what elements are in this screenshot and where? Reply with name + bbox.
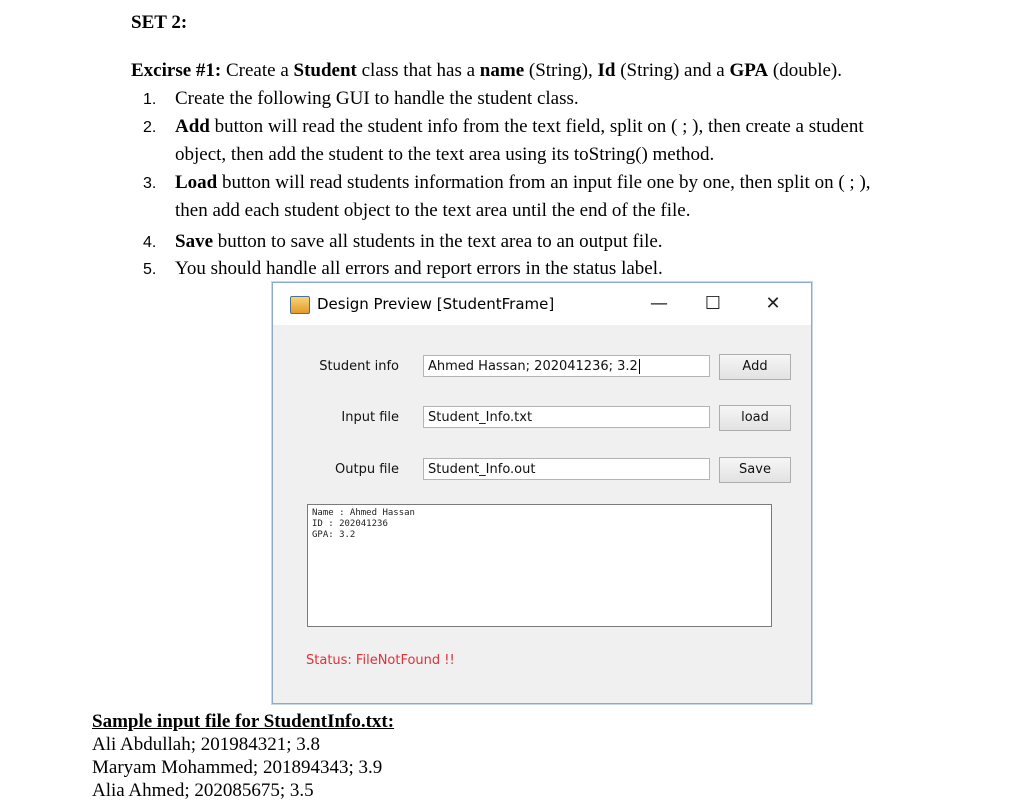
exercise-label: Excirse #1: (131, 60, 222, 81)
list-item-3 (143, 172, 871, 194)
exercise-intro (131, 60, 842, 82)
load-button[interactable]: load (719, 405, 791, 431)
output-file-label: Outpu file (335, 462, 399, 477)
sample-line: Alia Ahmed; 202085675; 3.5 (92, 780, 314, 801)
sample-heading: Sample input file for StudentInfo.txt: (92, 711, 395, 732)
list-text: button will read the student info from the text field, split on ( ; ), then create a student (209, 116, 864, 137)
list-number: 2. (143, 119, 157, 136)
intro-text: (String), (524, 60, 598, 81)
status-label: Status: FileNotFound !! (306, 653, 455, 668)
design-preview-window (272, 282, 812, 704)
list-item-2 (143, 116, 864, 138)
intro-text: (String) and a (615, 60, 730, 81)
intro-text: class that has a (356, 60, 480, 81)
list-text: button to save all students in the text area to an output file. (213, 231, 663, 252)
input-file-label: Input file (341, 410, 399, 425)
text-area-line: Name : Ahmed Hassan (312, 508, 415, 518)
list-text: button will read students information from an input file one by one, then split on ( ; ), (217, 172, 871, 193)
intro-bold: Id (597, 60, 616, 81)
window-titlebar[interactable] (273, 283, 811, 325)
text-area-line: GPA: 3.2 (312, 530, 356, 540)
list-item-1 (143, 88, 579, 110)
intro-bold: Student (293, 60, 357, 81)
list-bold: Add (175, 116, 210, 137)
student-info-field[interactable] (423, 355, 710, 377)
list-item-4 (143, 231, 663, 253)
add-button[interactable]: Add (719, 354, 791, 380)
window-title: Design Preview [StudentFrame] (317, 295, 555, 313)
set-title: SET 2: (131, 12, 188, 33)
intro-bold: GPA (729, 60, 769, 81)
intro-text: (double). (768, 60, 843, 81)
student-info-value: Ahmed Hassan; 202041236; 3.2 (428, 359, 638, 374)
list-number: 4. (143, 234, 157, 251)
close-button[interactable]: ✕ (765, 293, 781, 314)
maximize-button[interactable]: ☐ (704, 293, 722, 314)
list-number: 3. (143, 175, 157, 192)
text-area-line: ID : 202041236 (312, 519, 388, 529)
students-text-area[interactable] (307, 504, 772, 627)
java-app-icon (290, 296, 310, 314)
input-file-field[interactable]: Student_Info.txt (423, 406, 710, 428)
intro-bold: name (479, 60, 525, 81)
sample-line: Maryam Mohammed; 201894343; 3.9 (92, 757, 383, 778)
save-button[interactable]: Save (719, 457, 791, 483)
list-number: 1. (143, 91, 157, 108)
list-item-5 (143, 258, 663, 280)
minimize-button[interactable]: — (650, 293, 668, 314)
list-text: Create the following GUI to handle the student class. (175, 88, 579, 109)
text-cursor (639, 359, 640, 374)
list-text: You should handle all errors and report errors in the status label. (175, 258, 663, 279)
list-number: 5. (143, 261, 157, 278)
list-bold: Save (175, 231, 213, 252)
list-item-2-cont: object, then add the student to the text area using its toString() method. (175, 144, 715, 165)
list-bold: Load (175, 172, 218, 193)
intro-text: Create a (221, 60, 294, 81)
list-item-3-cont: then add each student object to the text area until the end of the file. (175, 200, 691, 221)
student-info-label: Student info (319, 359, 399, 374)
output-file-field[interactable]: Student_Info.out (423, 458, 710, 480)
sample-line: Ali Abdullah; 201984321; 3.8 (92, 734, 320, 755)
